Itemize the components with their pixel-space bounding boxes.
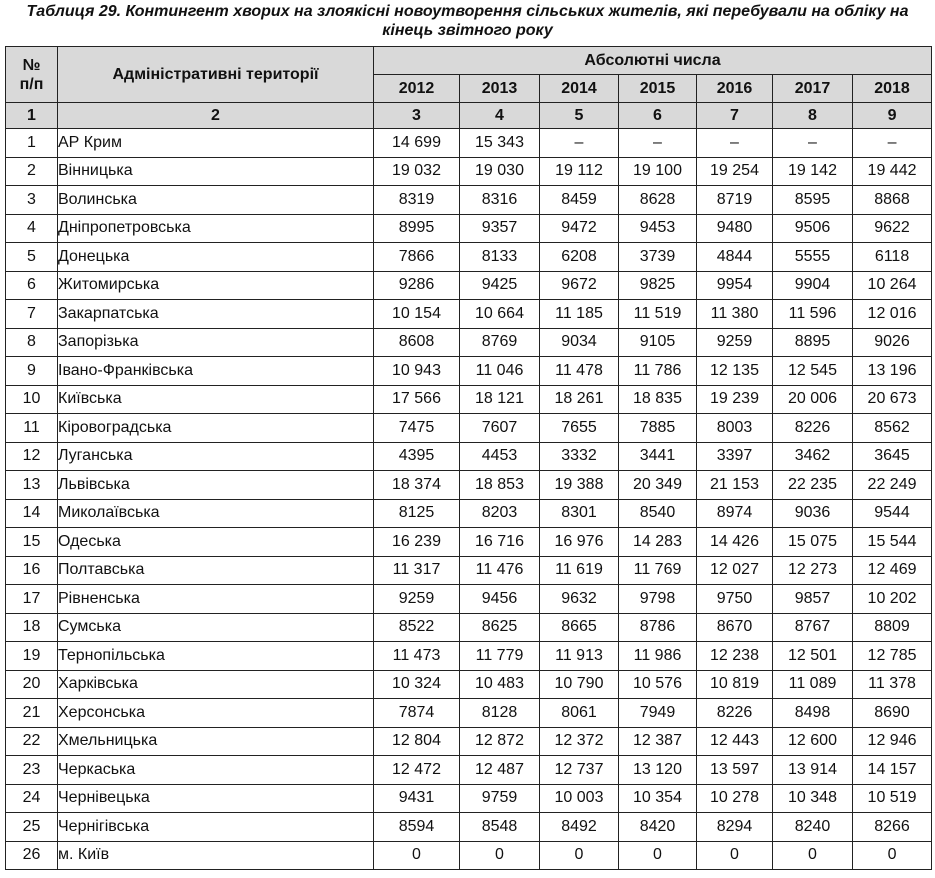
value-cell: 9798 bbox=[619, 585, 697, 614]
value-cell: 8522 bbox=[374, 613, 460, 642]
value-cell: 9259 bbox=[697, 328, 773, 357]
value-cell: 8562 bbox=[853, 414, 932, 443]
territory-name: Івано-Франківська bbox=[58, 357, 374, 386]
value-cell: 11 596 bbox=[773, 300, 853, 329]
row-number: 7 bbox=[6, 300, 58, 329]
value-cell: 7949 bbox=[619, 699, 697, 728]
value-cell: 0 bbox=[853, 841, 932, 870]
table-body bbox=[6, 129, 932, 870]
value-cell: 11 473 bbox=[374, 642, 460, 671]
row-number: 22 bbox=[6, 727, 58, 756]
value-cell: 0 bbox=[697, 841, 773, 870]
value-cell: 8240 bbox=[773, 813, 853, 842]
row-number: 19 bbox=[6, 642, 58, 671]
value-cell: 12 946 bbox=[853, 727, 932, 756]
value-cell: 16 716 bbox=[460, 528, 540, 557]
value-cell: 14 283 bbox=[619, 528, 697, 557]
value-cell: 9480 bbox=[697, 214, 773, 243]
territory-name: АР Крим bbox=[58, 129, 374, 158]
header-number-label: № п/п bbox=[19, 56, 44, 93]
value-cell: 8670 bbox=[697, 613, 773, 642]
table-row bbox=[6, 357, 932, 386]
territory-name: Черкаська bbox=[58, 756, 374, 785]
table-row bbox=[6, 300, 932, 329]
row-number: 9 bbox=[6, 357, 58, 386]
row-number: 16 bbox=[6, 556, 58, 585]
table-row bbox=[6, 157, 932, 186]
territory-name: Київська bbox=[58, 385, 374, 414]
value-cell: 10 664 bbox=[460, 300, 540, 329]
territory-name: Чернігівська bbox=[58, 813, 374, 842]
value-cell: 3397 bbox=[697, 442, 773, 471]
table-header bbox=[6, 47, 932, 129]
table-row bbox=[6, 585, 932, 614]
table-row bbox=[6, 214, 932, 243]
value-cell: 8133 bbox=[460, 243, 540, 272]
value-cell: 0 bbox=[773, 841, 853, 870]
value-cell: 18 121 bbox=[460, 385, 540, 414]
row-number: 2 bbox=[6, 157, 58, 186]
value-cell: 9904 bbox=[773, 271, 853, 300]
table-row bbox=[6, 613, 932, 642]
value-cell: – bbox=[540, 129, 619, 158]
value-cell: 12 545 bbox=[773, 357, 853, 386]
value-cell: 8061 bbox=[540, 699, 619, 728]
value-cell: 8498 bbox=[773, 699, 853, 728]
row-number: 5 bbox=[6, 243, 58, 272]
header-column-number: 7 bbox=[697, 103, 773, 129]
territory-name: Харківська bbox=[58, 670, 374, 699]
row-number: 4 bbox=[6, 214, 58, 243]
value-cell: 7885 bbox=[619, 414, 697, 443]
value-cell: 11 476 bbox=[460, 556, 540, 585]
row-number: 11 bbox=[6, 414, 58, 443]
header-year: 2014 bbox=[540, 75, 619, 103]
header-number bbox=[6, 47, 58, 103]
territory-name: Хмельницька bbox=[58, 727, 374, 756]
value-cell: 8625 bbox=[460, 613, 540, 642]
territory-name: Рівненська bbox=[58, 585, 374, 614]
header-year: 2015 bbox=[619, 75, 697, 103]
row-number: 14 bbox=[6, 499, 58, 528]
header-column-number: 2 bbox=[58, 103, 374, 129]
value-cell: 8420 bbox=[619, 813, 697, 842]
value-cell: – bbox=[773, 129, 853, 158]
table-row bbox=[6, 841, 932, 870]
territory-name: Донецька bbox=[58, 243, 374, 272]
territory-name: Сумська bbox=[58, 613, 374, 642]
value-cell: 10 154 bbox=[374, 300, 460, 329]
value-cell: 18 835 bbox=[619, 385, 697, 414]
row-number: 23 bbox=[6, 756, 58, 785]
value-cell: 19 142 bbox=[773, 157, 853, 186]
data-table bbox=[5, 46, 932, 870]
value-cell: 5555 bbox=[773, 243, 853, 272]
value-cell: 12 472 bbox=[374, 756, 460, 785]
value-cell: 11 779 bbox=[460, 642, 540, 671]
table-row bbox=[6, 328, 932, 357]
header-year: 2012 bbox=[374, 75, 460, 103]
table-title-line-1: Таблиця 29. Контингент хворих на злоякісні новоутворення сільських жителів, які перебували на обліку на bbox=[26, 3, 909, 20]
value-cell: 10 483 bbox=[460, 670, 540, 699]
table-row bbox=[6, 699, 932, 728]
value-cell: 12 238 bbox=[697, 642, 773, 671]
territory-name: Херсонська bbox=[58, 699, 374, 728]
territory-name: Луганська bbox=[58, 442, 374, 471]
row-number: 21 bbox=[6, 699, 58, 728]
value-cell: 19 030 bbox=[460, 157, 540, 186]
value-cell: 11 317 bbox=[374, 556, 460, 585]
value-cell: 11 378 bbox=[853, 670, 932, 699]
value-cell: 14 699 bbox=[374, 129, 460, 158]
territory-name: Кіровоградська bbox=[58, 414, 374, 443]
value-cell: 10 519 bbox=[853, 784, 932, 813]
table-row bbox=[6, 784, 932, 813]
value-cell: 9431 bbox=[374, 784, 460, 813]
value-cell: 19 442 bbox=[853, 157, 932, 186]
value-cell: 11 986 bbox=[619, 642, 697, 671]
value-cell: 10 790 bbox=[540, 670, 619, 699]
value-cell: 9622 bbox=[853, 214, 932, 243]
header-column-number: 6 bbox=[619, 103, 697, 129]
value-cell: 9453 bbox=[619, 214, 697, 243]
value-cell: 11 478 bbox=[540, 357, 619, 386]
value-cell: 8665 bbox=[540, 613, 619, 642]
value-cell: 20 673 bbox=[853, 385, 932, 414]
value-cell: 11 089 bbox=[773, 670, 853, 699]
territory-name: Житомирська bbox=[58, 271, 374, 300]
value-cell: 7874 bbox=[374, 699, 460, 728]
value-cell: 8319 bbox=[374, 186, 460, 215]
table-row bbox=[6, 528, 932, 557]
row-number: 24 bbox=[6, 784, 58, 813]
value-cell: 3645 bbox=[853, 442, 932, 471]
table-row bbox=[6, 556, 932, 585]
value-cell: 10 819 bbox=[697, 670, 773, 699]
territory-name: Полтавська bbox=[58, 556, 374, 585]
value-cell: 11 786 bbox=[619, 357, 697, 386]
value-cell: 8895 bbox=[773, 328, 853, 357]
value-cell: 22 249 bbox=[853, 471, 932, 500]
row-number: 17 bbox=[6, 585, 58, 614]
value-cell: 12 016 bbox=[853, 300, 932, 329]
header-column-number: 3 bbox=[374, 103, 460, 129]
value-cell: 12 600 bbox=[773, 727, 853, 756]
value-cell: 9857 bbox=[773, 585, 853, 614]
value-cell: 12 487 bbox=[460, 756, 540, 785]
header-column-number: 9 bbox=[853, 103, 932, 129]
value-cell: 8995 bbox=[374, 214, 460, 243]
value-cell: 19 239 bbox=[697, 385, 773, 414]
value-cell: 16 239 bbox=[374, 528, 460, 557]
table-row bbox=[6, 670, 932, 699]
value-cell: 13 597 bbox=[697, 756, 773, 785]
value-cell: 8719 bbox=[697, 186, 773, 215]
value-cell: 6208 bbox=[540, 243, 619, 272]
value-cell: 10 202 bbox=[853, 585, 932, 614]
territory-name: Одеська bbox=[58, 528, 374, 557]
table-row bbox=[6, 442, 932, 471]
value-cell: 8301 bbox=[540, 499, 619, 528]
value-cell: 12 804 bbox=[374, 727, 460, 756]
value-cell: 13 196 bbox=[853, 357, 932, 386]
value-cell: 8459 bbox=[540, 186, 619, 215]
value-cell: 9105 bbox=[619, 328, 697, 357]
header-year: 2017 bbox=[773, 75, 853, 103]
value-cell: 9632 bbox=[540, 585, 619, 614]
value-cell: 19 100 bbox=[619, 157, 697, 186]
territory-name: Волинська bbox=[58, 186, 374, 215]
territory-name: Чернівецька bbox=[58, 784, 374, 813]
row-number: 13 bbox=[6, 471, 58, 500]
value-cell: 8595 bbox=[773, 186, 853, 215]
value-cell: 0 bbox=[460, 841, 540, 870]
territory-name: Миколаївська bbox=[58, 499, 374, 528]
value-cell: 10 348 bbox=[773, 784, 853, 813]
value-cell: 19 254 bbox=[697, 157, 773, 186]
value-cell: 12 135 bbox=[697, 357, 773, 386]
row-number: 18 bbox=[6, 613, 58, 642]
value-cell: 8809 bbox=[853, 613, 932, 642]
value-cell: 8540 bbox=[619, 499, 697, 528]
value-cell: 8128 bbox=[460, 699, 540, 728]
table-row bbox=[6, 813, 932, 842]
value-cell: 9456 bbox=[460, 585, 540, 614]
row-number: 25 bbox=[6, 813, 58, 842]
row-number: 26 bbox=[6, 841, 58, 870]
table-row bbox=[6, 271, 932, 300]
value-cell: 9472 bbox=[540, 214, 619, 243]
value-cell: – bbox=[697, 129, 773, 158]
value-cell: 9954 bbox=[697, 271, 773, 300]
table-row bbox=[6, 186, 932, 215]
row-number: 15 bbox=[6, 528, 58, 557]
value-cell: 9544 bbox=[853, 499, 932, 528]
table-row bbox=[6, 471, 932, 500]
value-cell: 12 372 bbox=[540, 727, 619, 756]
value-cell: 8492 bbox=[540, 813, 619, 842]
value-cell: 14 157 bbox=[853, 756, 932, 785]
value-cell: 11 185 bbox=[540, 300, 619, 329]
value-cell: 19 112 bbox=[540, 157, 619, 186]
table-row bbox=[6, 414, 932, 443]
header-absolute-numbers: Абсолютні числа bbox=[374, 47, 932, 75]
value-cell: 12 443 bbox=[697, 727, 773, 756]
value-cell: 8974 bbox=[697, 499, 773, 528]
value-cell: 9825 bbox=[619, 271, 697, 300]
value-cell: 18 853 bbox=[460, 471, 540, 500]
value-cell: 7607 bbox=[460, 414, 540, 443]
value-cell: 3739 bbox=[619, 243, 697, 272]
value-cell: 10 943 bbox=[374, 357, 460, 386]
header-column-number: 5 bbox=[540, 103, 619, 129]
table-row bbox=[6, 756, 932, 785]
value-cell: 8594 bbox=[374, 813, 460, 842]
header-year: 2018 bbox=[853, 75, 932, 103]
value-cell: 9750 bbox=[697, 585, 773, 614]
value-cell: 7866 bbox=[374, 243, 460, 272]
header-column-number: 1 bbox=[6, 103, 58, 129]
value-cell: 16 976 bbox=[540, 528, 619, 557]
value-cell: 9759 bbox=[460, 784, 540, 813]
value-cell: 8690 bbox=[853, 699, 932, 728]
value-cell: 8786 bbox=[619, 613, 697, 642]
value-cell: 13 914 bbox=[773, 756, 853, 785]
value-cell: 12 501 bbox=[773, 642, 853, 671]
value-cell: 9026 bbox=[853, 328, 932, 357]
value-cell: 8767 bbox=[773, 613, 853, 642]
value-cell: 21 153 bbox=[697, 471, 773, 500]
header-year: 2016 bbox=[697, 75, 773, 103]
value-cell: 18 374 bbox=[374, 471, 460, 500]
value-cell: 9672 bbox=[540, 271, 619, 300]
value-cell: 8266 bbox=[853, 813, 932, 842]
value-cell: 8003 bbox=[697, 414, 773, 443]
value-cell: 6118 bbox=[853, 243, 932, 272]
territory-name: м. Київ bbox=[58, 841, 374, 870]
value-cell: – bbox=[619, 129, 697, 158]
value-cell: 7475 bbox=[374, 414, 460, 443]
value-cell: 15 343 bbox=[460, 129, 540, 158]
value-cell: 8548 bbox=[460, 813, 540, 842]
value-cell: 4453 bbox=[460, 442, 540, 471]
value-cell: 12 027 bbox=[697, 556, 773, 585]
value-cell: 8226 bbox=[697, 699, 773, 728]
table-row bbox=[6, 243, 932, 272]
value-cell: 8125 bbox=[374, 499, 460, 528]
value-cell: 12 785 bbox=[853, 642, 932, 671]
value-cell: 8608 bbox=[374, 328, 460, 357]
value-cell: 9036 bbox=[773, 499, 853, 528]
value-cell: 8203 bbox=[460, 499, 540, 528]
value-cell: 18 261 bbox=[540, 385, 619, 414]
value-cell: 9259 bbox=[374, 585, 460, 614]
territory-name: Львівська bbox=[58, 471, 374, 500]
value-cell: 12 737 bbox=[540, 756, 619, 785]
territory-name: Дніпропетровська bbox=[58, 214, 374, 243]
value-cell: 22 235 bbox=[773, 471, 853, 500]
value-cell: 8769 bbox=[460, 328, 540, 357]
header-territory: Адміністративні території bbox=[58, 47, 374, 103]
value-cell: 12 387 bbox=[619, 727, 697, 756]
value-cell: 10 576 bbox=[619, 670, 697, 699]
row-number: 6 bbox=[6, 271, 58, 300]
territory-name: Вінницька bbox=[58, 157, 374, 186]
table-row bbox=[6, 129, 932, 158]
table-title-line-2: кінець звітного року bbox=[382, 22, 553, 39]
value-cell: 3441 bbox=[619, 442, 697, 471]
header-column-numbers-row bbox=[6, 103, 932, 129]
value-cell: 4844 bbox=[697, 243, 773, 272]
row-number: 20 bbox=[6, 670, 58, 699]
value-cell: 10 264 bbox=[853, 271, 932, 300]
value-cell: 15 075 bbox=[773, 528, 853, 557]
header-column-number: 4 bbox=[460, 103, 540, 129]
territory-name: Тернопільська bbox=[58, 642, 374, 671]
value-cell: 8294 bbox=[697, 813, 773, 842]
value-cell: 15 544 bbox=[853, 528, 932, 557]
value-cell: 20 006 bbox=[773, 385, 853, 414]
value-cell: 19 032 bbox=[374, 157, 460, 186]
value-cell: 8226 bbox=[773, 414, 853, 443]
value-cell: 0 bbox=[540, 841, 619, 870]
row-number: 8 bbox=[6, 328, 58, 357]
value-cell: 10 278 bbox=[697, 784, 773, 813]
row-number: 10 bbox=[6, 385, 58, 414]
value-cell: 11 046 bbox=[460, 357, 540, 386]
value-cell: 4395 bbox=[374, 442, 460, 471]
value-cell: 11 619 bbox=[540, 556, 619, 585]
table-title bbox=[0, 0, 935, 44]
table-row bbox=[6, 727, 932, 756]
value-cell: 17 566 bbox=[374, 385, 460, 414]
value-cell: 3332 bbox=[540, 442, 619, 471]
value-cell: 13 120 bbox=[619, 756, 697, 785]
value-cell: 10 324 bbox=[374, 670, 460, 699]
header-year: 2013 bbox=[460, 75, 540, 103]
value-cell: 12 469 bbox=[853, 556, 932, 585]
value-cell: 9286 bbox=[374, 271, 460, 300]
value-cell: 10 003 bbox=[540, 784, 619, 813]
value-cell: 20 349 bbox=[619, 471, 697, 500]
row-number: 1 bbox=[6, 129, 58, 158]
table-row bbox=[6, 385, 932, 414]
value-cell: 14 426 bbox=[697, 528, 773, 557]
value-cell: 19 388 bbox=[540, 471, 619, 500]
table-row bbox=[6, 642, 932, 671]
value-cell: 8316 bbox=[460, 186, 540, 215]
value-cell: 9506 bbox=[773, 214, 853, 243]
value-cell: 0 bbox=[374, 841, 460, 870]
value-cell: 9425 bbox=[460, 271, 540, 300]
value-cell: 9357 bbox=[460, 214, 540, 243]
value-cell: 11 769 bbox=[619, 556, 697, 585]
value-cell: 12 273 bbox=[773, 556, 853, 585]
row-number: 3 bbox=[6, 186, 58, 215]
territory-name: Запорізька bbox=[58, 328, 374, 357]
value-cell: 10 354 bbox=[619, 784, 697, 813]
value-cell: 8628 bbox=[619, 186, 697, 215]
value-cell: 3462 bbox=[773, 442, 853, 471]
value-cell: 0 bbox=[619, 841, 697, 870]
value-cell: 7655 bbox=[540, 414, 619, 443]
value-cell: 8868 bbox=[853, 186, 932, 215]
value-cell: 9034 bbox=[540, 328, 619, 357]
header-column-number: 8 bbox=[773, 103, 853, 129]
value-cell: 11 380 bbox=[697, 300, 773, 329]
territory-name: Закарпатська bbox=[58, 300, 374, 329]
table-row bbox=[6, 499, 932, 528]
row-number: 12 bbox=[6, 442, 58, 471]
value-cell: 12 872 bbox=[460, 727, 540, 756]
value-cell: 11 519 bbox=[619, 300, 697, 329]
value-cell: – bbox=[853, 129, 932, 158]
value-cell: 11 913 bbox=[540, 642, 619, 671]
